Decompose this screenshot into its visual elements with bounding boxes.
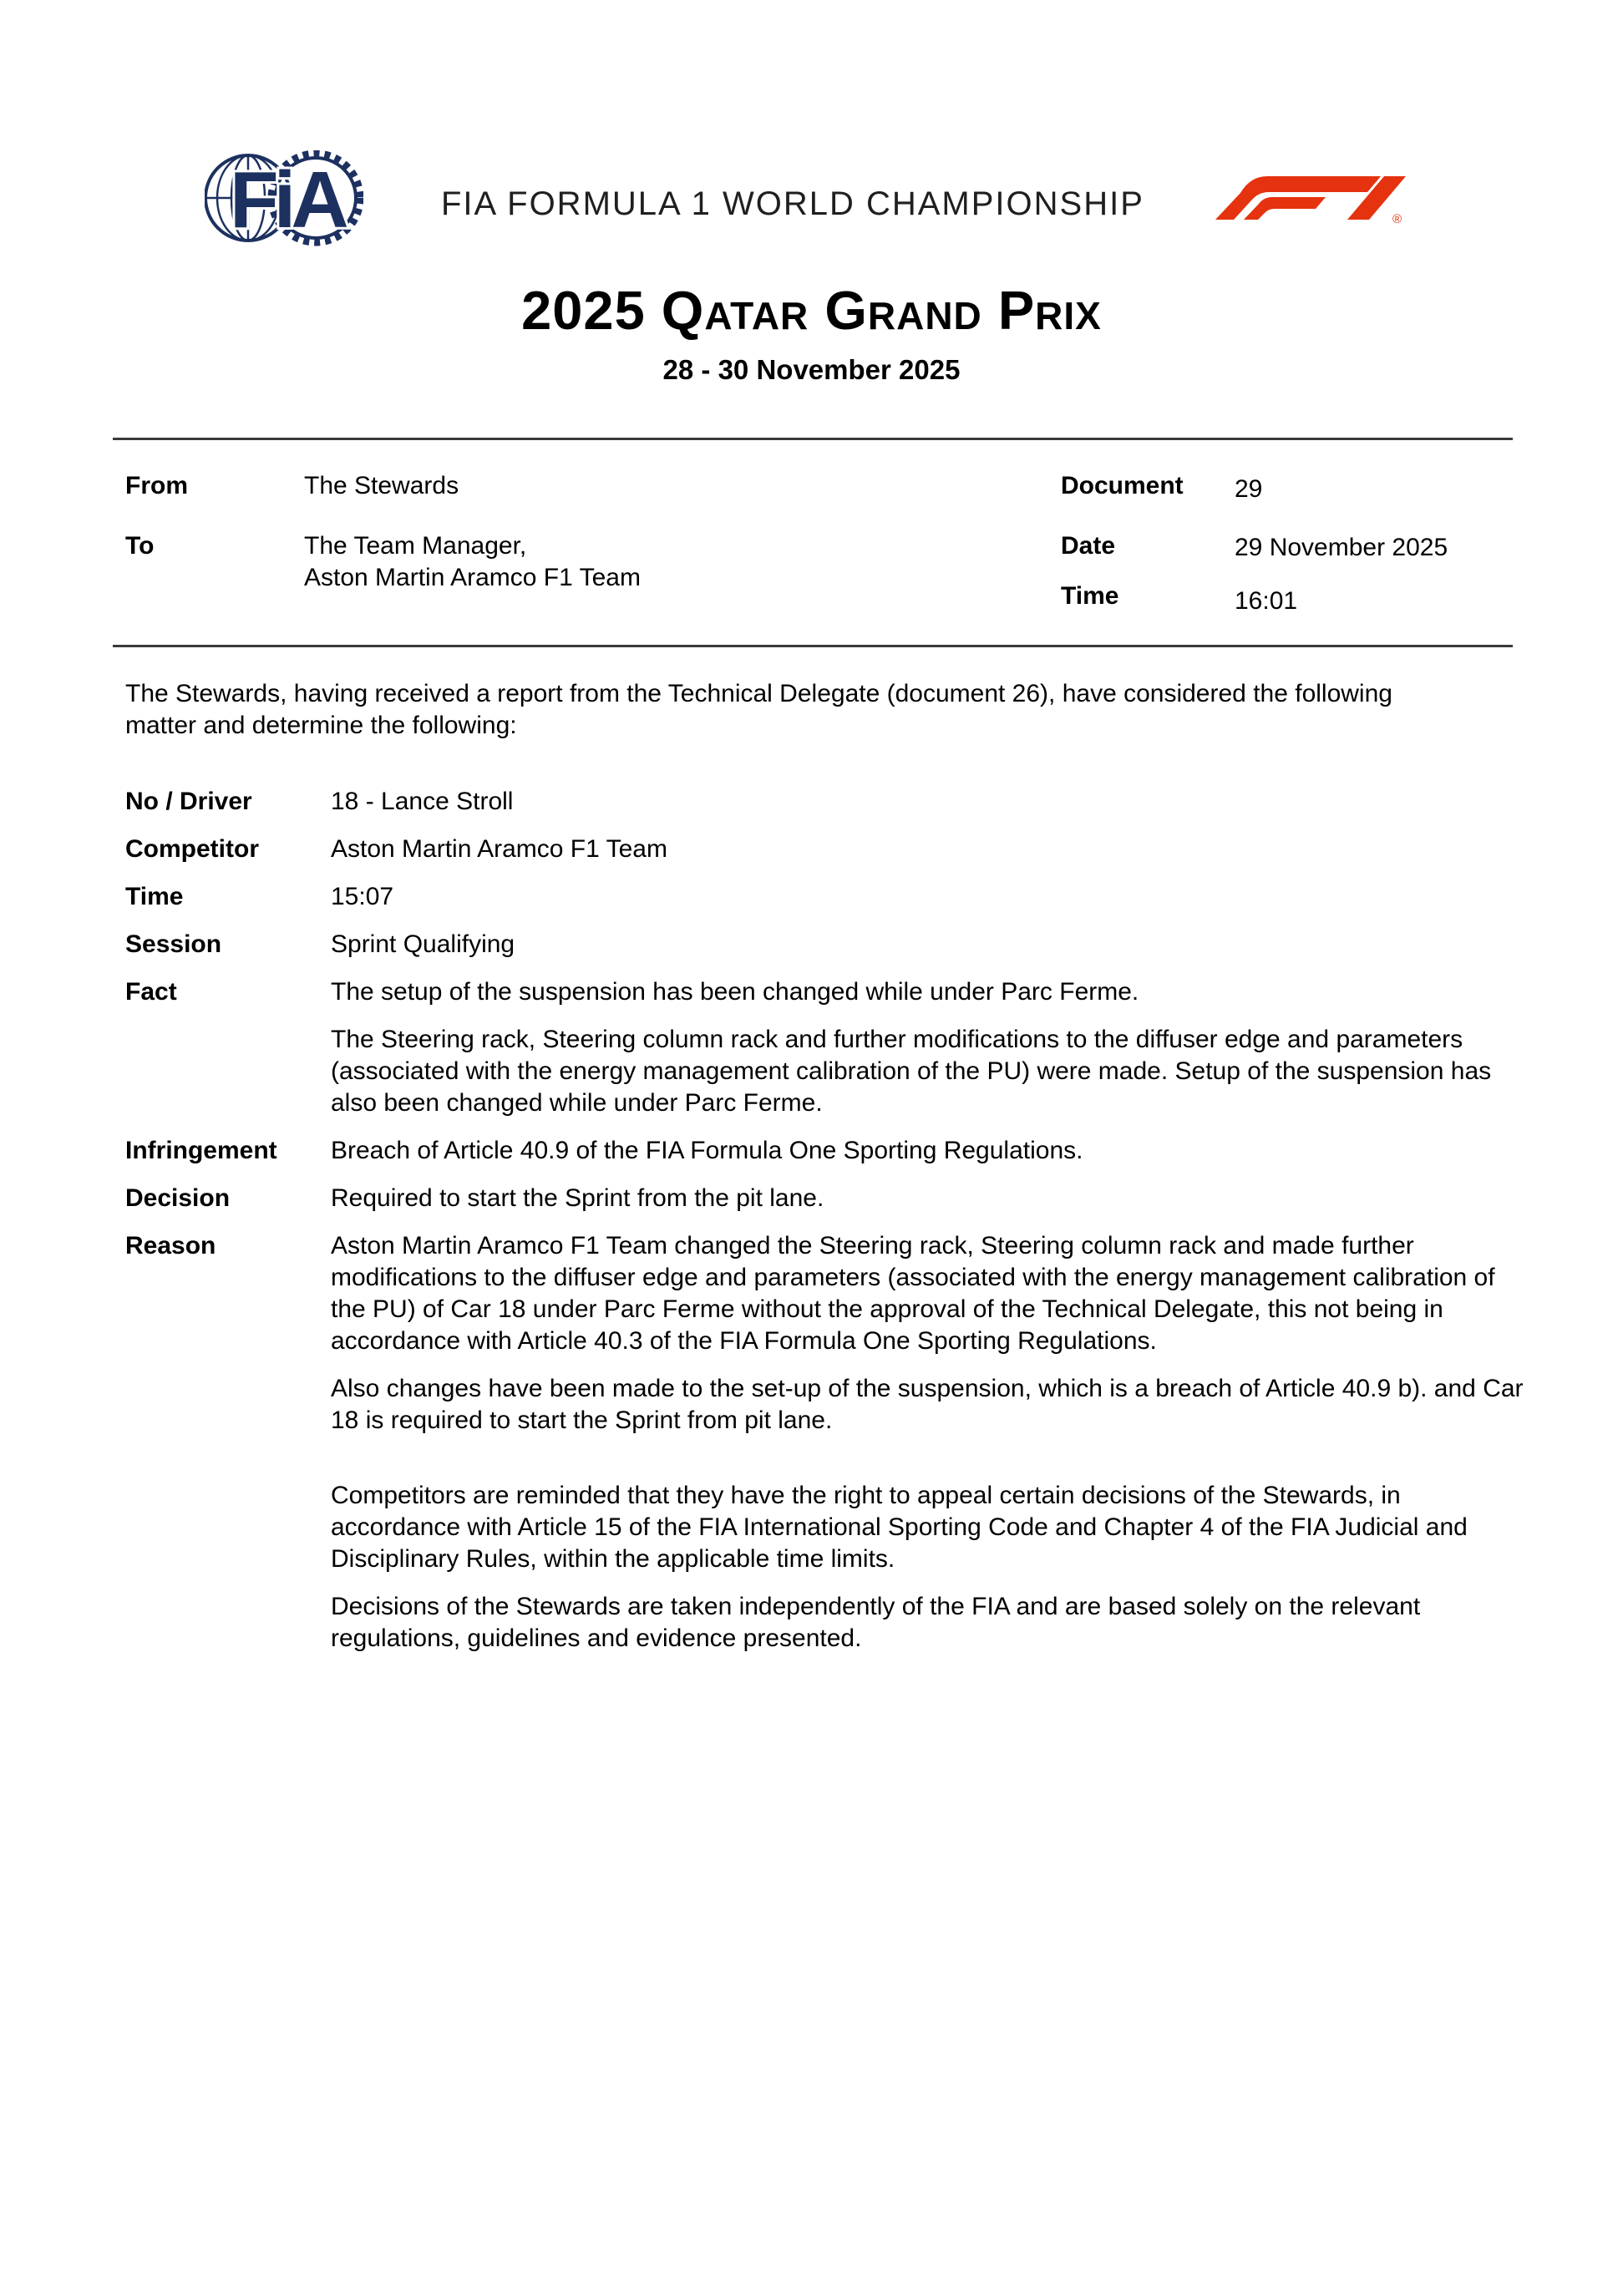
field-row-reason <box>125 1230 1537 1655</box>
fact-value <box>331 976 1534 1119</box>
time-value: 16:01 <box>1235 587 1298 615</box>
session-value <box>331 929 1534 960</box>
reason-value <box>331 1230 1534 1655</box>
decision-fields <box>125 786 1537 1670</box>
document-number-value: 29 <box>1235 475 1263 503</box>
reason-paragraph-3: Competitors are reminded that they have the right to appeal certain decisions of the Stewards, in accordance with Article 15 of the FIA International Sporting Code and Chapter 4 of the FIA Judicial and Disciplinary Rules, within the applicable time limits. <box>331 1482 1468 1573</box>
infringement-value <box>331 1135 1534 1167</box>
f1-logo <box>1215 172 1412 224</box>
document-number-label: Document <box>1061 472 1184 499</box>
to-value <box>304 530 641 594</box>
field-row-time <box>125 881 1537 913</box>
reason-label: Reason <box>125 1232 216 1260</box>
time-label: Time <box>1061 582 1119 610</box>
session-label: Session <box>125 930 222 958</box>
field-row-decision <box>125 1183 1537 1214</box>
decision-label: Decision <box>125 1184 231 1212</box>
from-label: From <box>125 472 188 499</box>
decision-value <box>331 1183 1534 1214</box>
fia-logo-letters: FiA <box>230 155 344 245</box>
fact-paragraph-1: The setup of the suspension has been changed while under Parc Ferme. <box>331 978 1139 1006</box>
f1-registered-mark: ® <box>1392 212 1402 224</box>
session-text: Sprint Qualifying <box>331 930 515 958</box>
incident-time-text: 15:07 <box>331 883 394 910</box>
date-value: 29 November 2025 <box>1235 534 1448 561</box>
field-row-fact <box>125 976 1537 1119</box>
fact-label: Fact <box>125 978 177 1006</box>
infringement-label: Infringement <box>125 1137 277 1164</box>
fia-logo-graphic <box>205 150 363 246</box>
document-meta-block <box>113 438 1513 647</box>
field-row-infringement <box>125 1135 1537 1167</box>
intro-paragraph: The Stewards, having received a report from the Technical Delegate (document 26), have considered the following matter and determine the following: <box>125 680 1392 739</box>
competitor-value <box>331 834 1534 865</box>
decision-text: Required to start the Sprint from the pit lane. <box>331 1184 824 1212</box>
field-row-no-driver <box>125 786 1537 818</box>
to-value-line2: Aston Martin Aramco F1 Team <box>304 564 641 591</box>
reason-paragraph-1: Aston Martin Aramco F1 Team changed the Steering rack, Steering column rack and made further modifications to the diffuser edge and parameters (associated with the energy management calibration of the PU) of Car 18 under Parc Ferme without the approval of the Technical Delegate, this not being in accordance with Article 40.3 of the FIA Formula One Sporting Regulations. <box>331 1232 1495 1355</box>
championship-heading: FIA FORMULA 1 WORLD CHAMPIONSHIP <box>441 185 1144 222</box>
f1-logo-f-mid-bar <box>1244 197 1326 220</box>
from-value: The Stewards <box>304 472 459 499</box>
competitor-label: Competitor <box>125 835 259 863</box>
to-value-line1: The Team Manager, <box>304 532 527 560</box>
incident-time-label: Time <box>125 883 184 910</box>
no-driver-text: 18 - Lance Stroll <box>331 788 514 815</box>
event-title: 2025 Qatar Grand Prix <box>521 280 1102 341</box>
reason-paragraph-4: Decisions of the Stewards are taken independently of the FIA and are based solely on the relevant regulations, guidelines and evidence presented. <box>331 1593 1421 1652</box>
no-driver-value <box>331 786 1534 818</box>
f1-logo-graphic <box>1215 172 1412 224</box>
no-driver-label: No / Driver <box>125 788 252 815</box>
to-label: To <box>125 532 155 560</box>
date-label: Date <box>1061 532 1116 560</box>
fact-paragraph-2: The Steering rack, Steering column rack and further modifications to the diffuser edge and parameters (associated with the energy management calibration of the PU) were made. Setup of the suspension has also been changed while under Parc Ferme. <box>331 1026 1492 1117</box>
fia-logo <box>205 150 363 246</box>
field-row-competitor <box>125 834 1537 865</box>
infringement-text: Breach of Article 40.9 of the FIA Formula One Sporting Regulations. <box>331 1137 1083 1164</box>
reason-paragraph-2: Also changes have been made to the set-up of the suspension, which is a breach of Article 40.9 b). and Car 18 is required to start the Sprint from pit lane. <box>331 1375 1524 1434</box>
event-dates: 28 - 30 November 2025 <box>662 354 961 385</box>
incident-time-value <box>331 881 1534 913</box>
competitor-text: Aston Martin Aramco F1 Team <box>331 835 667 863</box>
field-row-session <box>125 929 1537 960</box>
